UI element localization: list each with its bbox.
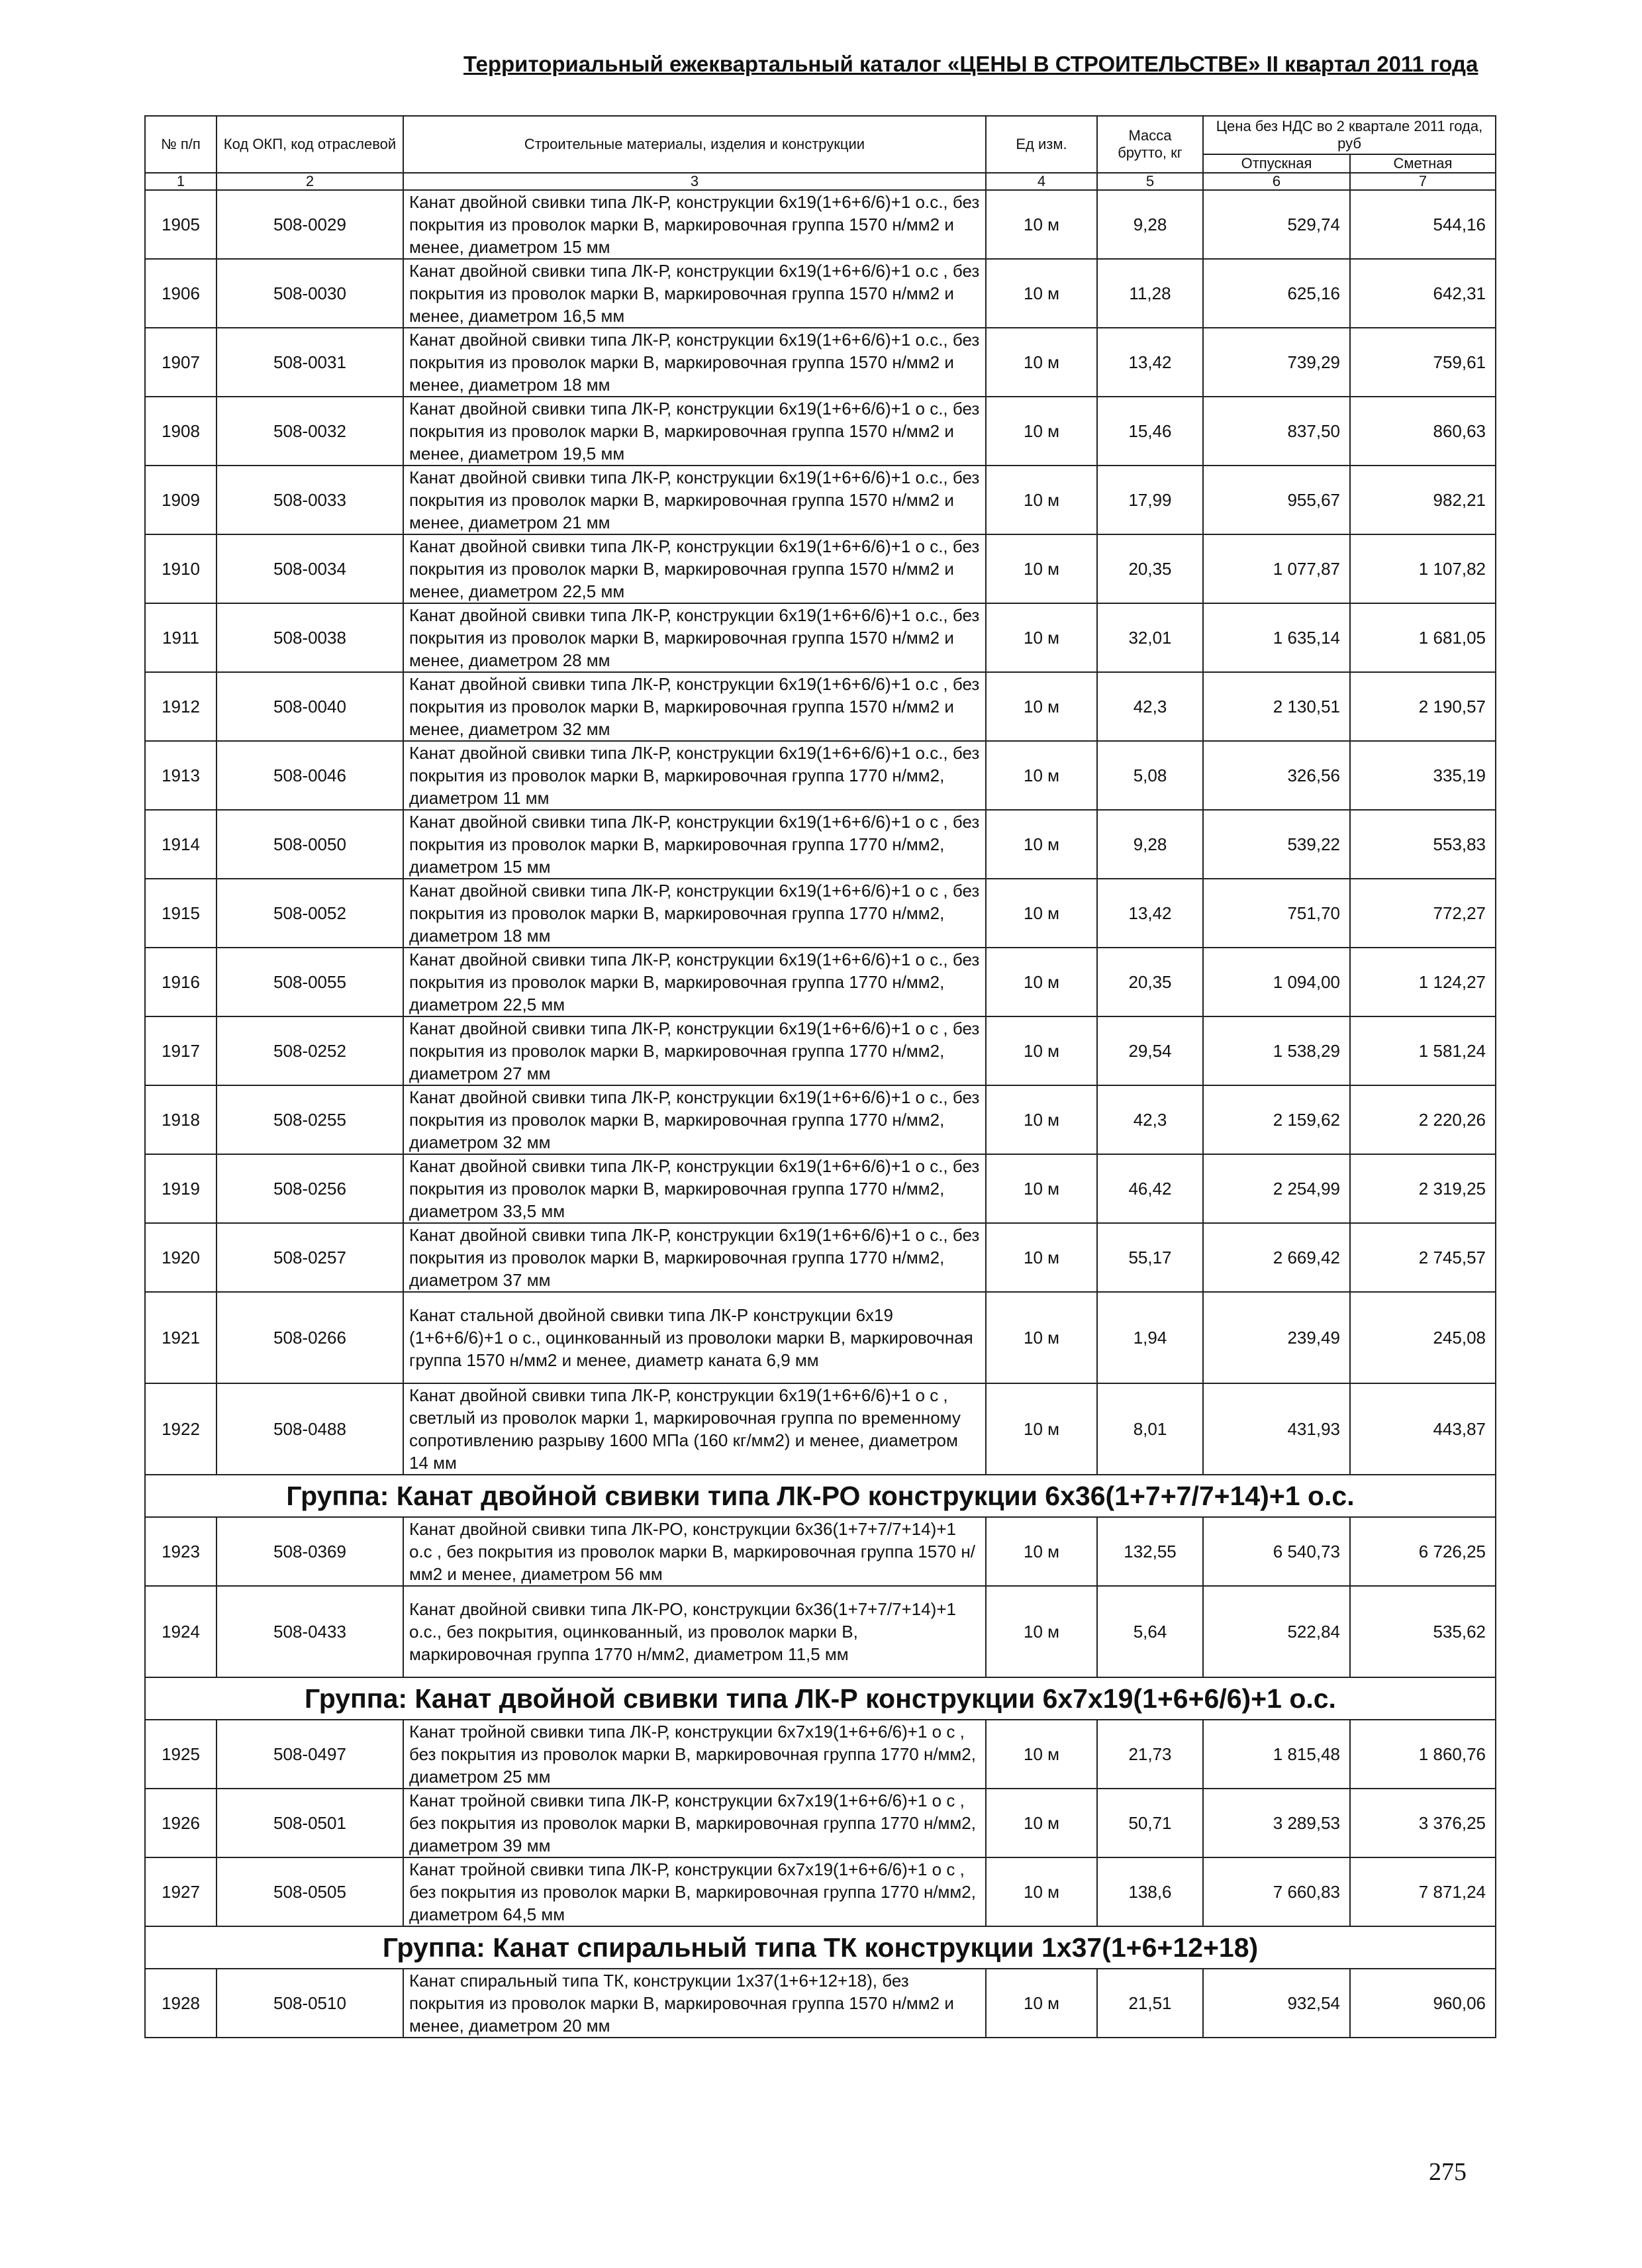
release-price: 2 159,62	[1203, 1085, 1350, 1154]
release-price: 1 635,14	[1203, 603, 1350, 672]
table-row	[145, 190, 1496, 259]
unit-of-measure: 10 м	[986, 1292, 1097, 1383]
material-description: Канат двойной свивки типа ЛК-Р, конструкции 6х19(1+6+6/6)+1 о с , без покрытия из проволок марки В, маркировочная группа 1770 н/мм2, диаметром 27 мм	[403, 1016, 986, 1085]
material-description: Канат стальной двойной свивки типа ЛК-Р конструкции 6х19 (1+6+6/6)+1 о с., оцинкованный из проволоки марки В, маркировочная группа 1570 н/мм2 и менее, диаметр каната 6,9 мм	[403, 1292, 986, 1383]
estimate-price: 2 745,57	[1350, 1223, 1496, 1292]
material-description: Канат тройной свивки типа ЛК-Р, конструкции 6х7х19(1+6+6/6)+1 о с , без покрытия из проволок марки В, маркировочная группа 1770 н/мм2, диаметром 64,5 мм	[403, 1857, 986, 1926]
group-title: Группа: Канат спиральный типа ТК конструкции 1х37(1+6+12+18)	[145, 1926, 1496, 1969]
gross-mass: 5,08	[1097, 741, 1203, 810]
material-description: Канат тройной свивки типа ЛК-Р, конструкции 6х7х19(1+6+6/6)+1 о с , без покрытия из проволок марки В, маркировочная группа 1770 н/мм2, диаметром 25 мм	[403, 1720, 986, 1789]
gross-mass: 5,64	[1097, 1586, 1203, 1677]
unit-of-measure: 10 м	[986, 1154, 1097, 1223]
okp-code: 508-0032	[217, 397, 403, 466]
release-price: 539,22	[1203, 810, 1350, 879]
row-number: 1921	[145, 1292, 217, 1383]
material-description: Канат двойной свивки типа ЛК-Р, конструкции 6х19(1+6+6/6)+1 о с , без покрытия из проволок марки В, маркировочная группа 1770 н/мм2, диаметром 18 мм	[403, 879, 986, 948]
table-row	[145, 603, 1496, 672]
col-header-desc: Строительные материалы, изделия и конструкции	[403, 116, 986, 173]
group-row	[145, 1926, 1496, 1969]
release-price: 955,67	[1203, 466, 1350, 534]
release-price: 751,70	[1203, 879, 1350, 948]
row-number: 1918	[145, 1085, 217, 1154]
unit-of-measure: 10 м	[986, 1016, 1097, 1085]
unit-of-measure: 10 м	[986, 1857, 1097, 1926]
material-description: Канат спиральный типа ТК, конструкции 1х37(1+6+12+18), без покрытия из проволок марки В, маркировочная группа 1570 н/мм2 и менее, диаметром 20 мм	[403, 1969, 986, 2038]
table-row	[145, 1154, 1496, 1223]
page-number: 275	[1429, 2158, 1467, 2186]
unit-of-measure: 10 м	[986, 259, 1097, 328]
estimate-price: 6 726,25	[1350, 1517, 1496, 1586]
table-row	[145, 1720, 1496, 1789]
unit-of-measure: 10 м	[986, 672, 1097, 741]
material-description: Канат двойной свивки типа ЛК-Р, конструкции 6х19(1+6+6/6)+1 о.с., без покрытия из проволок марки В, маркировочная группа 1770 н/мм2, диаметром 11 мм	[403, 741, 986, 810]
gross-mass: 20,35	[1097, 534, 1203, 603]
unit-of-measure: 10 м	[986, 1720, 1097, 1789]
gross-mass: 50,71	[1097, 1789, 1203, 1857]
unit-of-measure: 10 м	[986, 879, 1097, 948]
row-number: 1912	[145, 672, 217, 741]
gross-mass: 20,35	[1097, 948, 1203, 1016]
estimate-price: 535,62	[1350, 1586, 1496, 1677]
row-number: 1927	[145, 1857, 217, 1926]
estimate-price: 544,16	[1350, 190, 1496, 259]
material-description: Канат двойной свивки типа ЛК-Р, конструкции 6х19(1+6+6/6)+1 о с., без покрытия из проволок марки В, маркировочная группа 1770 н/мм2, диаметром 37 мм	[403, 1223, 986, 1292]
release-price: 1 815,48	[1203, 1720, 1350, 1789]
col-header-unit: Ед изм.	[986, 116, 1097, 173]
estimate-price: 553,83	[1350, 810, 1496, 879]
material-description: Канат тройной свивки типа ЛК-Р, конструкции 6х7х19(1+6+6/6)+1 о с , без покрытия из проволок марки В, маркировочная группа 1770 н/мм2, диаметром 39 мм	[403, 1789, 986, 1857]
row-number: 1915	[145, 879, 217, 948]
unit-of-measure: 10 м	[986, 328, 1097, 397]
row-number: 1905	[145, 190, 217, 259]
estimate-price: 3 376,25	[1350, 1789, 1496, 1857]
gross-mass: 8,01	[1097, 1383, 1203, 1475]
okp-code: 508-0030	[217, 259, 403, 328]
material-description: Канат двойной свивки типа ЛК-Р, конструкции 6х19(1+6+6/6)+1 о с., без покрытия из проволок марки В, маркировочная группа 1770 н/мм2, диаметром 33,5 мм	[403, 1154, 986, 1223]
okp-code: 508-0510	[217, 1969, 403, 2038]
page-header: Территориальный ежеквартальный каталог «ЦЕНЫ В СТРОИТЕЛЬСТВЕ» II квартал 2011 года	[463, 52, 1478, 76]
estimate-price: 759,61	[1350, 328, 1496, 397]
column-number: 3	[403, 173, 986, 190]
unit-of-measure: 10 м	[986, 534, 1097, 603]
material-description: Канат двойной свивки типа ЛК-Р, конструкции 6х19(1+6+6/6)+1 о.с , без покрытия из проволок марки В, маркировочная группа 1570 н/мм2 и менее, диаметром 16,5 мм	[403, 259, 986, 328]
material-description: Канат двойной свивки типа ЛК-Р, конструкции 6х19(1+6+6/6)+1 о с., без покрытия из проволок марки В, маркировочная группа 1770 н/мм2, диаметром 32 мм	[403, 1085, 986, 1154]
okp-code: 508-0488	[217, 1383, 403, 1475]
column-number-row	[145, 173, 1496, 190]
gross-mass: 132,55	[1097, 1517, 1203, 1586]
release-price: 1 538,29	[1203, 1016, 1350, 1085]
okp-code: 508-0433	[217, 1586, 403, 1677]
table-row	[145, 1789, 1496, 1857]
table-row	[145, 328, 1496, 397]
estimate-price: 642,31	[1350, 259, 1496, 328]
okp-code: 508-0055	[217, 948, 403, 1016]
estimate-price: 960,06	[1350, 1969, 1496, 2038]
gross-mass: 42,3	[1097, 672, 1203, 741]
release-price: 2 130,51	[1203, 672, 1350, 741]
row-number: 1917	[145, 1016, 217, 1085]
material-description: Канат двойной свивки типа ЛК-Р, конструкции 6х19(1+6+6/6)+1 о с., без покрытия из проволок марки В, маркировочная группа 1570 н/мм2 и менее, диаметром 19,5 мм	[403, 397, 986, 466]
gross-mass: 15,46	[1097, 397, 1203, 466]
row-number: 1920	[145, 1223, 217, 1292]
okp-code: 508-0497	[217, 1720, 403, 1789]
material-description: Канат двойной свивки типа ЛК-Р, конструкции 6х19(1+6+6/6)+1 о с., без покрытия из проволок марки В, маркировочная группа 1770 н/мм2, диаметром 22,5 мм	[403, 948, 986, 1016]
material-description: Канат двойной свивки типа ЛК-Р, конструкции 6х19(1+6+6/6)+1 о с , без покрытия из проволок марки В, маркировочная группа 1770 н/мм2, диаметром 15 мм	[403, 810, 986, 879]
gross-mass: 13,42	[1097, 879, 1203, 948]
release-price: 1 094,00	[1203, 948, 1350, 1016]
column-number: 1	[145, 173, 217, 190]
row-number: 1924	[145, 1586, 217, 1677]
release-price: 239,49	[1203, 1292, 1350, 1383]
gross-mass: 1,94	[1097, 1292, 1203, 1383]
okp-code: 508-0031	[217, 328, 403, 397]
estimate-price: 1 107,82	[1350, 534, 1496, 603]
row-number: 1911	[145, 603, 217, 672]
unit-of-measure: 10 м	[986, 1517, 1097, 1586]
gross-mass: 42,3	[1097, 1085, 1203, 1154]
table-row	[145, 948, 1496, 1016]
okp-code: 508-0266	[217, 1292, 403, 1383]
estimate-price: 982,21	[1350, 466, 1496, 534]
estimate-price: 1 681,05	[1350, 603, 1496, 672]
release-price: 529,74	[1203, 190, 1350, 259]
estimate-price: 2 220,26	[1350, 1085, 1496, 1154]
estimate-price: 245,08	[1350, 1292, 1496, 1383]
gross-mass: 46,42	[1097, 1154, 1203, 1223]
row-number: 1906	[145, 259, 217, 328]
unit-of-measure: 10 м	[986, 397, 1097, 466]
estimate-price: 335,19	[1350, 741, 1496, 810]
release-price: 6 540,73	[1203, 1517, 1350, 1586]
row-number: 1909	[145, 466, 217, 534]
release-price: 837,50	[1203, 397, 1350, 466]
gross-mass: 21,51	[1097, 1969, 1203, 2038]
unit-of-measure: 10 м	[986, 810, 1097, 879]
table-row	[145, 672, 1496, 741]
okp-code: 508-0369	[217, 1517, 403, 1586]
unit-of-measure: 10 м	[986, 1789, 1097, 1857]
table-row	[145, 1085, 1496, 1154]
table-row	[145, 1857, 1496, 1926]
release-price: 3 289,53	[1203, 1789, 1350, 1857]
column-number: 5	[1097, 173, 1203, 190]
material-description: Канат двойной свивки типа ЛК-Р, конструкции 6х19(1+6+6/6)+1 о.с , без покрытия из проволок марки В, маркировочная группа 1570 н/мм2 и менее, диаметром 32 мм	[403, 672, 986, 741]
release-price: 739,29	[1203, 328, 1350, 397]
okp-code: 508-0255	[217, 1085, 403, 1154]
okp-code: 508-0040	[217, 672, 403, 741]
row-number: 1907	[145, 328, 217, 397]
col-header-price: Цена без НДС во 2 квартале 2011 года, руб	[1203, 116, 1496, 154]
unit-of-measure: 10 м	[986, 1969, 1097, 2038]
gross-mass: 9,28	[1097, 810, 1203, 879]
row-number: 1913	[145, 741, 217, 810]
gross-mass: 138,6	[1097, 1857, 1203, 1926]
gross-mass: 32,01	[1097, 603, 1203, 672]
unit-of-measure: 10 м	[986, 1586, 1097, 1677]
row-number: 1928	[145, 1969, 217, 2038]
table-row	[145, 397, 1496, 466]
okp-code: 508-0052	[217, 879, 403, 948]
release-price: 326,56	[1203, 741, 1350, 810]
col-header-code: Код ОКП, код отраслевой	[217, 116, 403, 173]
okp-code: 508-0050	[217, 810, 403, 879]
row-number: 1922	[145, 1383, 217, 1475]
estimate-price: 7 871,24	[1350, 1857, 1496, 1926]
estimate-price: 1 581,24	[1350, 1016, 1496, 1085]
group-title: Группа: Канат двойной свивки типа ЛК-Р конструкции 6х7х19(1+6+6/6)+1 о.с.	[145, 1677, 1496, 1720]
table-row	[145, 1586, 1496, 1677]
unit-of-measure: 10 м	[986, 948, 1097, 1016]
okp-code: 508-0505	[217, 1857, 403, 1926]
material-description: Канат двойной свивки типа ЛК-Р, конструкции 6х19(1+6+6/6)+1 о с., без покрытия из проволок марки В, маркировочная группа 1570 н/мм2 и менее, диаметром 22,5 мм	[403, 534, 986, 603]
table-row	[145, 1517, 1496, 1586]
row-number: 1923	[145, 1517, 217, 1586]
table-body	[145, 190, 1496, 2038]
table-row	[145, 741, 1496, 810]
release-price: 932,54	[1203, 1969, 1350, 2038]
column-number: 2	[217, 173, 403, 190]
estimate-price: 1 860,76	[1350, 1720, 1496, 1789]
column-number: 4	[986, 173, 1097, 190]
material-description: Канат двойной свивки типа ЛК-РО, конструкции 6х36(1+7+7/7+14)+1 о.с , без покрытия из проволок марки В, маркировочная группа 1570 н/мм2 и менее, диаметром 56 мм	[403, 1517, 986, 1586]
unit-of-measure: 10 м	[986, 1223, 1097, 1292]
gross-mass: 21,73	[1097, 1720, 1203, 1789]
column-number: 6	[1203, 173, 1350, 190]
unit-of-measure: 10 м	[986, 603, 1097, 672]
table-header	[145, 116, 1496, 190]
okp-code: 508-0034	[217, 534, 403, 603]
col-header-mass: Масса брутто, кг	[1097, 116, 1203, 173]
release-price: 522,84	[1203, 1586, 1350, 1677]
material-description: Канат двойной свивки типа ЛК-Р, конструкции 6х19(1+6+6/6)+1 о с , светлый из проволок марки 1, маркировочная группа по временному сопротивлению разрыву 1600 МПа (160 кг/мм2) и менее, диаметром 14 мм	[403, 1383, 986, 1475]
unit-of-measure: 10 м	[986, 1085, 1097, 1154]
row-number: 1908	[145, 397, 217, 466]
col-header-release: Отпускная	[1203, 154, 1350, 173]
estimate-price: 443,87	[1350, 1383, 1496, 1475]
okp-code: 508-0257	[217, 1223, 403, 1292]
table-row	[145, 534, 1496, 603]
material-description: Канат двойной свивки типа ЛК-Р, конструкции 6х19(1+6+6/6)+1 о.с., без покрытия из проволок марки В, маркировочная группа 1570 н/мм2 и менее, диаметром 21 мм	[403, 466, 986, 534]
unit-of-measure: 10 м	[986, 190, 1097, 259]
material-description: Канат двойной свивки типа ЛК-Р, конструкции 6х19(1+6+6/6)+1 о.с., без покрытия из проволок марки В, маркировочная группа 1570 н/мм2 и менее, диаметром 18 мм	[403, 328, 986, 397]
table-row	[145, 466, 1496, 534]
material-description: Канат двойной свивки типа ЛК-Р, конструкции 6х19(1+6+6/6)+1 о.с., без покрытия из проволок марки В, маркировочная группа 1570 н/мм2 и менее, диаметром 28 мм	[403, 603, 986, 672]
col-header-estimate: Сметная	[1350, 154, 1496, 173]
material-description: Канат двойной свивки типа ЛК-Р, конструкции 6х19(1+6+6/6)+1 о.с., без покрытия из проволок марки В, маркировочная группа 1570 н/мм2 и менее, диаметром 15 мм	[403, 190, 986, 259]
group-row	[145, 1677, 1496, 1720]
okp-code: 508-0501	[217, 1789, 403, 1857]
gross-mass: 11,28	[1097, 259, 1203, 328]
release-price: 625,16	[1203, 259, 1350, 328]
gross-mass: 9,28	[1097, 190, 1203, 259]
okp-code: 508-0029	[217, 190, 403, 259]
gross-mass: 29,54	[1097, 1016, 1203, 1085]
estimate-price: 772,27	[1350, 879, 1496, 948]
table-row	[145, 879, 1496, 948]
column-number: 7	[1350, 173, 1496, 190]
row-number: 1926	[145, 1789, 217, 1857]
unit-of-measure: 10 м	[986, 741, 1097, 810]
row-number: 1910	[145, 534, 217, 603]
unit-of-measure: 10 м	[986, 1383, 1097, 1475]
row-number: 1919	[145, 1154, 217, 1223]
release-price: 2 254,99	[1203, 1154, 1350, 1223]
table-row	[145, 1969, 1496, 2038]
estimate-price: 2 190,57	[1350, 672, 1496, 741]
gross-mass: 55,17	[1097, 1223, 1203, 1292]
release-price: 1 077,87	[1203, 534, 1350, 603]
estimate-price: 860,63	[1350, 397, 1496, 466]
row-number: 1914	[145, 810, 217, 879]
table-row	[145, 1223, 1496, 1292]
estimate-price: 1 124,27	[1350, 948, 1496, 1016]
group-row	[145, 1475, 1496, 1517]
material-description: Канат двойной свивки типа ЛК-РО, конструкции 6х36(1+7+7/7+14)+1 о.с., без покрытия, оцинкованный, из проволок марки В, маркировочная группа 1770 н/мм2, диаметром 11,5 мм	[403, 1586, 986, 1677]
table-row	[145, 1016, 1496, 1085]
row-number: 1925	[145, 1720, 217, 1789]
estimate-price: 2 319,25	[1350, 1154, 1496, 1223]
col-header-no: № п/п	[145, 116, 217, 173]
okp-code: 508-0033	[217, 466, 403, 534]
unit-of-measure: 10 м	[986, 466, 1097, 534]
release-price: 2 669,42	[1203, 1223, 1350, 1292]
group-title: Группа: Канат двойной свивки типа ЛК-РО конструкции 6х36(1+7+7/7+14)+1 о.с.	[145, 1475, 1496, 1517]
release-price: 431,93	[1203, 1383, 1350, 1475]
okp-code: 508-0252	[217, 1016, 403, 1085]
gross-mass: 13,42	[1097, 328, 1203, 397]
table-row	[145, 1292, 1496, 1383]
row-number: 1916	[145, 948, 217, 1016]
okp-code: 508-0038	[217, 603, 403, 672]
okp-code: 508-0046	[217, 741, 403, 810]
release-price: 7 660,83	[1203, 1857, 1350, 1926]
price-table	[144, 115, 1496, 2038]
okp-code: 508-0256	[217, 1154, 403, 1223]
table-row	[145, 810, 1496, 879]
table-row	[145, 259, 1496, 328]
gross-mass: 17,99	[1097, 466, 1203, 534]
table-row	[145, 1383, 1496, 1475]
